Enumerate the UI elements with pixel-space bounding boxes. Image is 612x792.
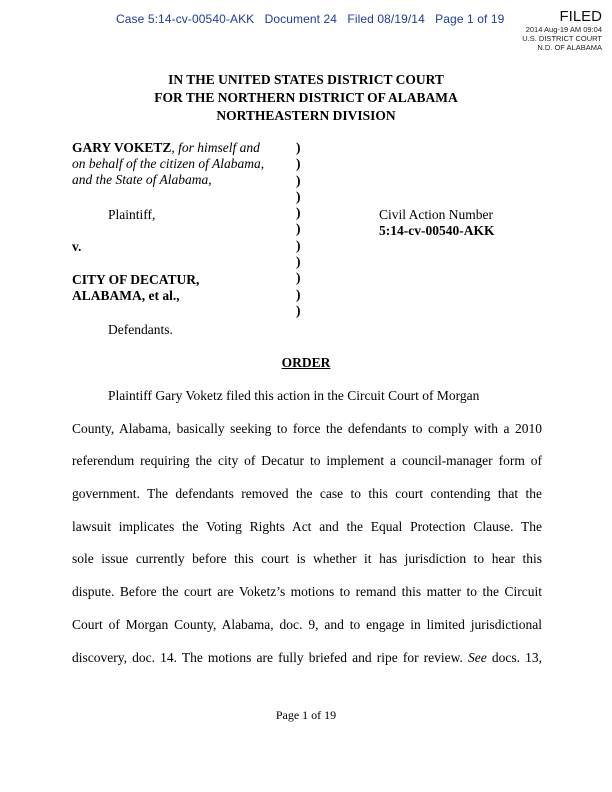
civil-action-label: Civil Action Number xyxy=(379,207,493,222)
caption-parens xyxy=(296,140,306,319)
body-line: referendum requiring the city of Decatur to implement a council-manager form of xyxy=(72,453,542,469)
page-footer: Page 1 of 19 xyxy=(275,708,337,722)
last-line-post: docs. 13, xyxy=(486,649,542,665)
paren: ) xyxy=(296,286,301,302)
document-number: Document 24 xyxy=(264,12,338,26)
body-line: Plaintiff Gary Voketz filed this action in the Circuit Court of Morgan xyxy=(108,388,480,403)
see-signal: See xyxy=(468,649,487,665)
paren: ) xyxy=(296,237,301,253)
plaintiff-name: GARY VOKETZ xyxy=(72,140,172,155)
case-number: Case 5:14-cv-00540-AKK xyxy=(116,12,255,26)
last-line-pre: discovery, doc. 14. The motions are fully briefed and ripe for review. xyxy=(72,649,469,665)
civil-action xyxy=(379,207,494,239)
filed-district: N.D. OF ALABAMA xyxy=(537,43,602,52)
filed-stamp xyxy=(522,8,602,52)
order-body xyxy=(72,386,542,680)
body-line: lawsuit implicates the Voting Rights Act and the Equal Protection Clause. The xyxy=(72,518,542,534)
paren: ) xyxy=(296,205,301,221)
body-line: dispute. Before the court are Voketz’s motions to remand this matter to the Circuit xyxy=(72,584,542,600)
paren: ) xyxy=(296,188,301,204)
case-stamp xyxy=(116,12,504,26)
defendant-line-2: ALABAMA xyxy=(72,288,142,303)
versus-label: v. xyxy=(72,239,82,254)
plaintiff-desc-1: , for himself and xyxy=(171,140,260,155)
body-line-last xyxy=(72,648,542,681)
body-line: Court of Morgan County, Alabama, doc. 9, and to engage in limited jurisdictional xyxy=(72,616,542,632)
paren: ) xyxy=(296,156,301,172)
filed-court: U.S. DISTRICT COURT xyxy=(522,34,602,43)
plaintiff-desc-3: and the State of Alabama xyxy=(72,172,209,187)
defendant-line-1: CITY OF DECATUR, xyxy=(72,272,200,287)
order-heading: ORDER xyxy=(281,355,331,370)
filed-title: FILED xyxy=(559,8,602,25)
body-line: government. The defendants removed the case to this court contending that the xyxy=(72,486,542,502)
defendant-block xyxy=(72,272,199,304)
filed-timestamp: 2014 Aug-19 AM 09:04 xyxy=(525,25,602,34)
plaintiff-block xyxy=(72,140,264,188)
paren: ) xyxy=(296,172,301,188)
paren: ) xyxy=(296,140,301,155)
defendant-label: Defendants. xyxy=(108,322,173,337)
plaintiff-desc-2: on behalf of the citizen of Alabama, xyxy=(72,156,265,171)
paren: ) xyxy=(296,270,301,286)
court-line-1: IN THE UNITED STATES DISTRICT COURT xyxy=(168,72,444,87)
paren: ) xyxy=(296,221,301,237)
filed-date: Filed 08/19/14 xyxy=(347,12,425,26)
paren: ) xyxy=(296,254,301,270)
court-heading xyxy=(0,71,612,125)
plaintiff-label: Plaintiff, xyxy=(108,207,156,222)
civil-action-number: 5:14-cv-00540-AKK xyxy=(379,223,495,238)
defendant-et-al: , et al., xyxy=(141,288,180,303)
body-line: County, Alabama, basically seeking to force the defendants to comply with a 2010 xyxy=(72,420,542,436)
stamp-page: Page 1 of 19 xyxy=(435,12,505,26)
court-line-3: NORTHEASTERN DIVISION xyxy=(216,108,396,123)
court-line-2: FOR THE NORTHERN DISTRICT OF ALABAMA xyxy=(154,90,458,105)
paren: ) xyxy=(296,302,301,318)
body-line: sole issue currently before this court is whether it has jurisdiction to hear this xyxy=(72,551,542,567)
plaintiff-desc-3-comma: , xyxy=(208,172,212,187)
